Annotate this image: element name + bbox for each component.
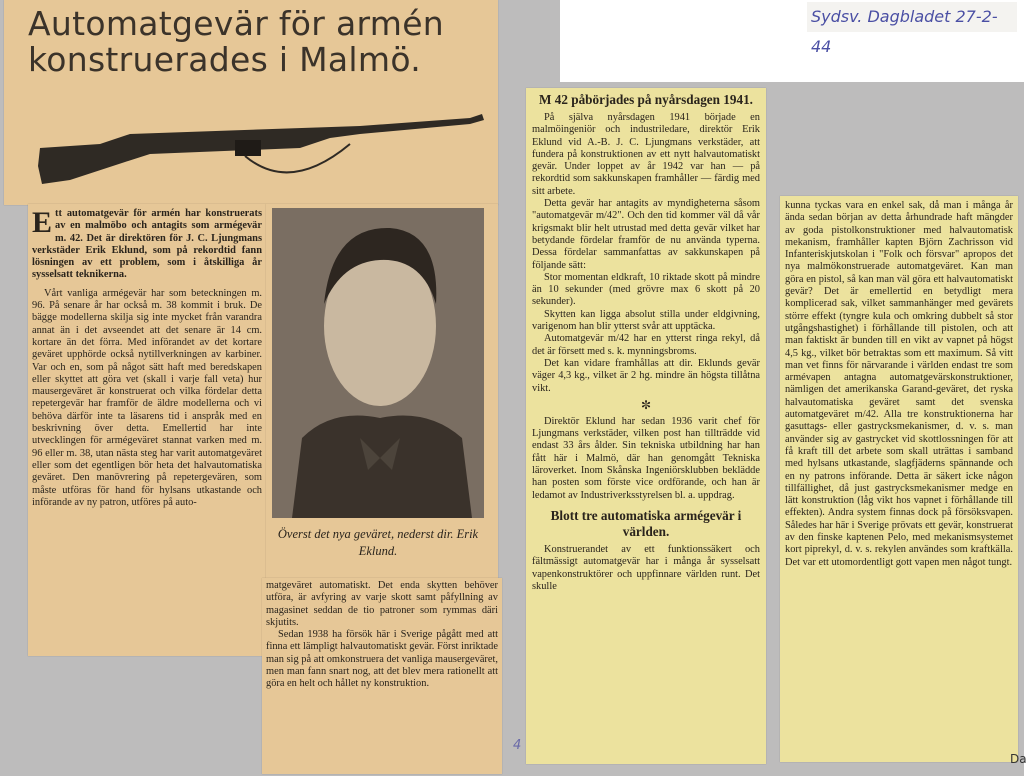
- edge-letter: Da: [1010, 752, 1027, 766]
- clipping-headline: [4, 0, 498, 205]
- photo-caption: Överst det nya geväret, nederst dir. Erik Eklund.: [277, 527, 479, 558]
- section-star: ✼: [640, 397, 652, 412]
- subhead-m42: M 42 påbörjades på nyårsdagen 1941.: [539, 92, 753, 107]
- mid-paragraph-1: På själva nyårsdagen 1941 började en malmöingeniör och industriledare, direktör Erik Eklund vid A.-B. J. C. Ljungmans verkstäder, att fundera på konstruktionen av ett nytt halvautomatiskt gevär. Under loppet av år 1942 var han — på rekordtid som sakkunskapen framhåller — färdig med sitt arbete.: [532, 112, 760, 197]
- intro-paragraph: [32, 208, 262, 282]
- clipping-photo: [266, 204, 498, 578]
- subhead-three-rifles: Blott tre automatiska armégevär i världen.: [550, 507, 742, 539]
- clipping-middle-column: [526, 88, 766, 764]
- clipping-continuation: [262, 578, 502, 774]
- mid-paragraph-4: Skytten kan ligga absolut stilla under eldgivning, varigenom han blir ytterst svår att upptäcka.: [532, 308, 760, 333]
- headline: Automatgevär för armén konstruerades i Malmö.: [28, 4, 445, 79]
- clipping-right-column: [780, 196, 1018, 762]
- pen-mark: 4: [513, 738, 522, 753]
- clipping-intro-column: [28, 204, 266, 656]
- intro-text: tt automatgevär för armén har konstruerats av en malmöbo och antagits som armégevär m. 42. Det är direktören för J. C. Ljungmans verkstäder Erik Eklund, som på rekordtid fann lösningen av ett problem, som i åtskilliga år sysselsatt teknikerna.: [32, 208, 262, 281]
- rifle-illustration: [30, 104, 490, 194]
- left-body-text: Vårt vanliga armégevär har som beteckningen m. 96. På senare år har också m. 38 kommit i bruk. De bägge modellerna skilja sig inte mycket från varandra annat än i det avseendet att det senare är 14 cm. kortare än det förra. Med införandet av det kortare geväret upphörde också nytillverkningen av karbiner. Var och en, som på något sätt haft med beredskapen eller skyttet att göra vet (skall i varje fall veta) hur mausergeväret är konstruerat och vilka fördelar detta repetergevär har framför de äldre modellerna och vi behöva därför inte ta läsarens tid i anspråk med en beskrivning över detta. Emellertid har inte utvecklingen för armégeväret stannat varken med m. 96 eller m. 38, utan nästa steg har varit automatgeväret eller som det egentligen bör heta det halvautomatiska geväret. Den manövrering på repetergevären, som måste utföras för hand för hylsans utkastande och införande av ny patron, utföres på auto-: [32, 287, 262, 508]
- mid-paragraph-3: Stor momentan eldkraft, 10 riktade skott på mindre än 10 sekunder (med grövre max 6 skott på 20 sekunder).: [532, 271, 760, 308]
- mid-paragraph-2: Detta gevär har antagits av myndigheterna såsom "automatgevär m/42". Och den tid kommer väl då vår krigsmakt blir helt utrustad med detta gevär vilket har betydande fördelar framför de nu använda typerna. Dessa fördelar sammanfattas av sakkunskapen på följande sätt:: [532, 198, 760, 271]
- newspaper-date-stamp: Sydsv. Dagbladet 27-2-44: [807, 2, 1017, 32]
- right-column-text: kunna tyckas vara en enkel sak, då man i många år ända sedan början av detta århundrade haft mängder av goda pistolkonstruktioner med halvautomatisk mekanism, framhåller kapten Björn Zachrisson vid Infanteriskjutskolan i "Folk och försvar" apropos det nya malmökonstruerade automatgeväret. Kan man göra en pistol, så kan man väl göra ett halvautomatiskt gevär? Det är emellertid en betydligt mera komplicerad sak, vilket sammanhänger med gevärets större effekt (tyngre kula och omkring dubbelt så stor utgångshastighet) i förhållande till pistolen, och att man faktiskt är bunden till en vikt av vapnet på högst 4,5 kg., vilket bör betraktas som ett maximum. Så vitt man vet finns för närvarande i världen endast tre som armévapen antagna automatgevärskonstruktioner, nämligen det amerikanska Garand-geväret, det ryska halvautomatiska geväret samt det svenska automatgeväret m/42. Alla tre konstruktionerna har gasuttags- eller gastrycksmekanismer, d. v. s. man använder sig av gastrycket vid skottlossningen för att få kraft till det arbete som skall uträttas i samband med hylsans utkastande, slagfjäderns spännande och en ny patrons införande. Detta är säkert icke någon tillfällighet, då just gastrycksmekanismer medge en lätt konstruktion (låg vikt hos vapnet i förhållande till effekten). Andra system finnas dock på försöksvapen. Således har här i Sverige prövats ett gevär, konstruerat av den finske kaptenen Pelo, med mekanismsystemet kort piprekyl, d. v. s. rekylen användes som kraftkälla. Det var ett utomordentligt gott vapen men något tungt.: [785, 200, 1013, 568]
- mid-paragraph-6: Det kan vidare framhållas att dir. Eklunds gevär väger 4,3 kg., vilket är 2 hg. mindre än högsta tillåtna vikt.: [532, 357, 760, 394]
- mid-paragraph-8: Konstruerandet av ett funktionssäkert och fältmässigt automatgevär har i många år sysselsatt vapenkonstruktörer och uppfinnare världen runt. Det skulle: [532, 543, 760, 592]
- mid-paragraph-5: Automatgevär m/42 har en ytterst ringa rekyl, då det är försett med s. k. mynningsbroms.: [532, 333, 760, 357]
- portrait-photo-erik-eklund: [272, 208, 484, 518]
- mid-paragraph-7: Direktör Eklund har sedan 1936 varit chef för Ljungmans verkstäder, vilken post han tillträdde vid endast 33 års ålder. Sin tekniska utbildning har han fått här i Malmö, där han genomgått Tekniska läroverket. Inom Skånska Ingeniörsklubben beklädde han posten som förste vice ordförande, och han är ledamot av Industriverksstyrelsen bl. a. uppdrag.: [532, 415, 760, 501]
- continuation-text: matgeväret automatiskt. Det enda skytten behöver utföra, är avfyring av varje skott samt påfyllning av magasinet seddan de tio patroner som rymmas däri skjutits.: [266, 580, 498, 628]
- continuation-text-2: Sedan 1938 ha försök här i Sverige pågått med att finna ett lämpligt halvautomatiskt gevär. Först inriktade man sig på att omkonstruera det vanliga mausergeväret, men man fann snart nog, att det blev mera rationellt att göra en helt och hållet ny konstruktion.: [266, 629, 498, 690]
- intro-dropcap: E: [32, 206, 53, 239]
